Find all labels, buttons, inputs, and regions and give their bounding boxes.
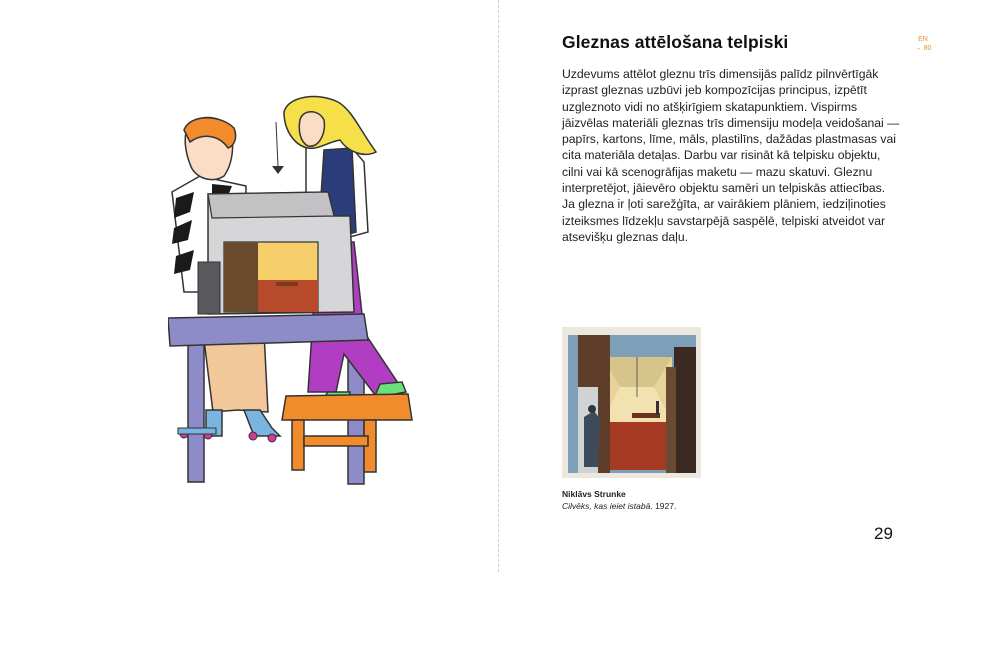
caption-artist: Niklāvs Strunke: [562, 489, 626, 499]
caption-work-title: Cilvēks, kas ieiet istabā: [562, 501, 651, 511]
page-gutter: [498, 0, 499, 572]
page-number: 29: [874, 524, 893, 543]
left-page: [0, 0, 498, 658]
painting-caption: [562, 488, 676, 512]
caption-work-year: . 1927.: [650, 501, 677, 511]
body-paragraph: Uzdevums attēlot gleznu trīs dimensijās palīdz pilnvērtīgāk izprast gleznas uzbūvi jeb kompozīcijas principus, izpētīt uzgleznoto vidi no atšķirīgiem skatapunktiem. Vispirms jāizvēlas materiāli gleznas trīs dimensiju modeļa veidošanai — papīrs, kartons, līme, māls, plastilīns, dažādas plastmasas vai cita materiāla detaļas. Darbu var risināt kā telpisku objektu, cilni vai kā scenogrāfijas maketu — mazu skatuvi. Gleznu interpretējot, jāievēro objektu samēri un telpiskās attiecības. Ja glezna ir ļoti sarežģīta, ar vairākiem plāniem, iedziļinoties izteiksmes līdzekļu savstarpējā saspēlē, telpiski atveidot var atsevišķu gleznas daļu.: [562, 67, 900, 244]
illustration-model-building: [168, 92, 438, 492]
lang-link-page: → 80: [914, 45, 932, 52]
page-title: Gleznas attēlošana telpiski: [562, 32, 789, 52]
right-page: [500, 0, 1000, 658]
painting-image: [562, 327, 701, 478]
english-version-link[interactable]: [912, 35, 934, 53]
lang-link-label: EN: [918, 36, 928, 43]
caption-work: [562, 500, 676, 512]
